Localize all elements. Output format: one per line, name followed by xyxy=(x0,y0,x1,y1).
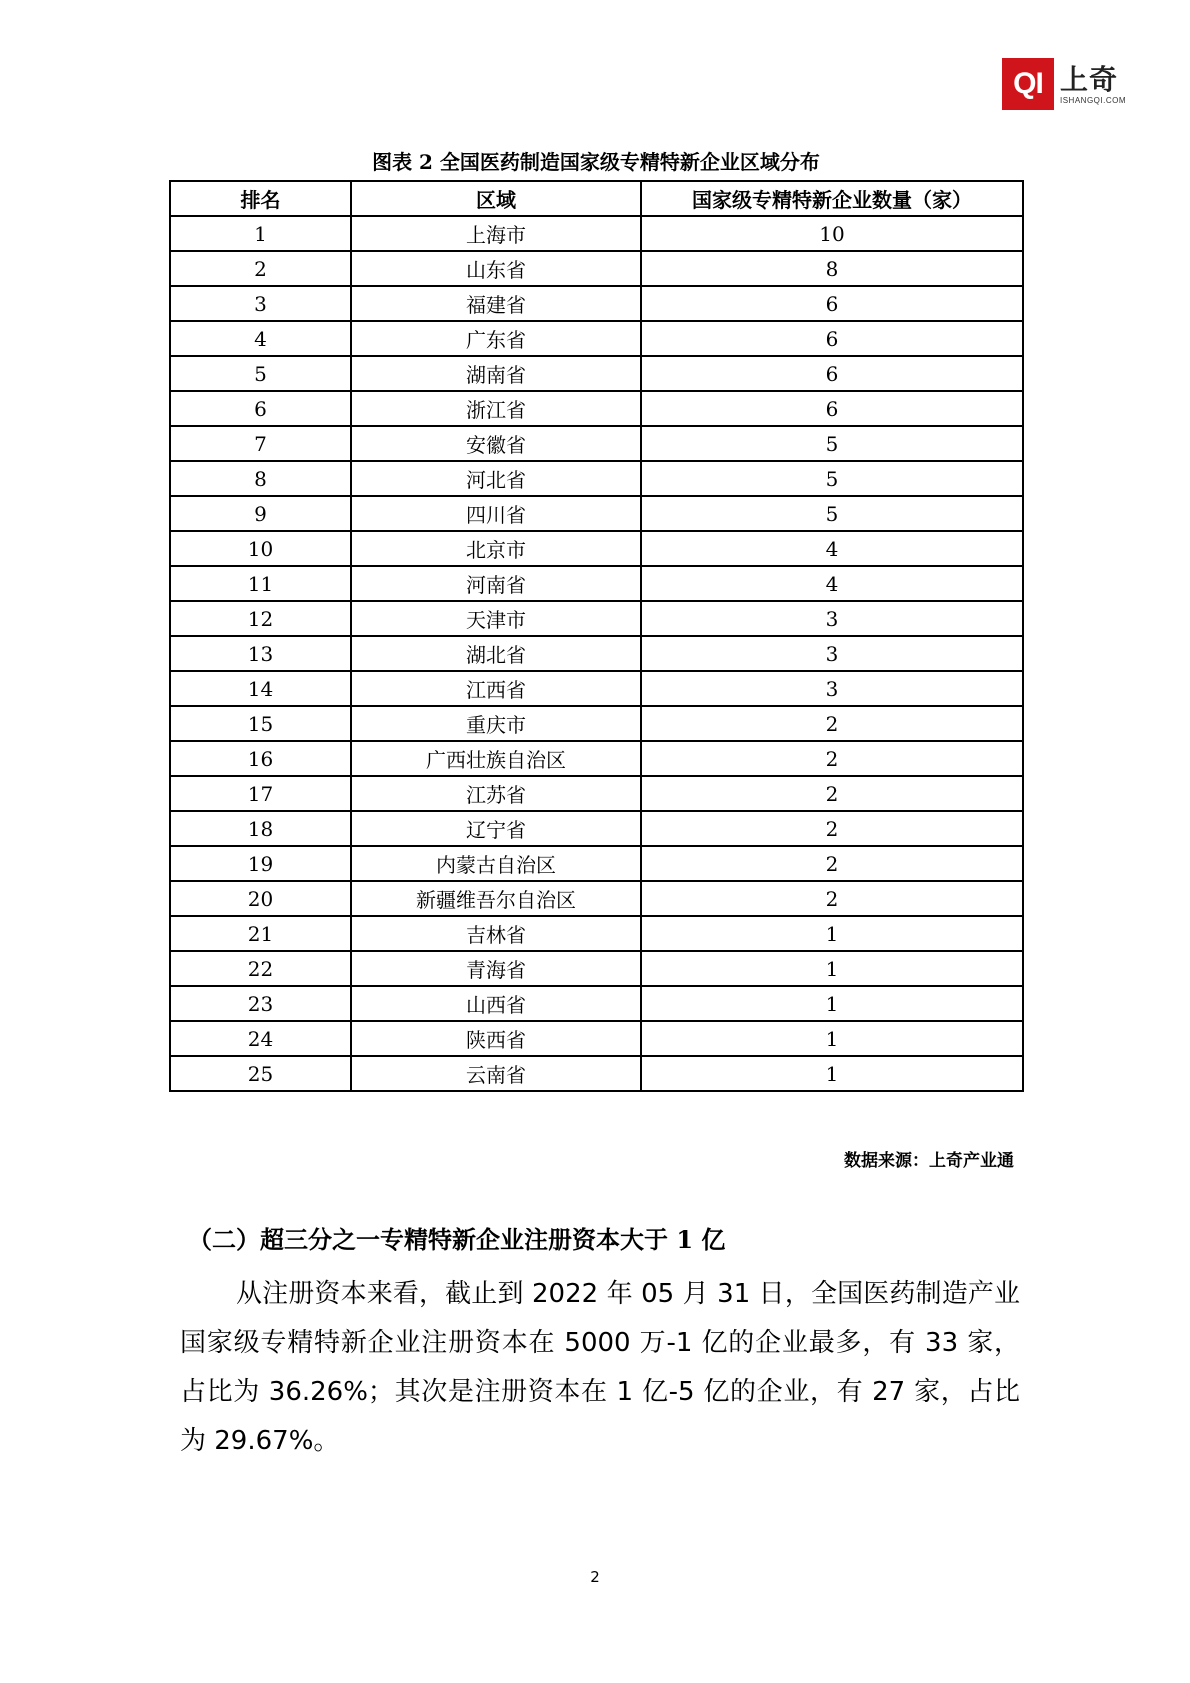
table-row xyxy=(170,216,1023,251)
cell-rank: 8 xyxy=(170,461,351,496)
cell-rank: 19 xyxy=(170,846,351,881)
cell-rank: 13 xyxy=(170,636,351,671)
cell-count: 1 xyxy=(641,916,1023,951)
cell-rank: 3 xyxy=(170,286,351,321)
cell-region: 陕西省 xyxy=(351,1021,641,1056)
cell-region: 山西省 xyxy=(351,986,641,1021)
cell-rank: 23 xyxy=(170,986,351,1021)
logo-name: 上奇 xyxy=(1060,63,1119,96)
ishangqi-logo xyxy=(1002,58,1132,114)
table-row xyxy=(170,951,1023,986)
cell-count: 3 xyxy=(641,636,1023,671)
cell-region: 山东省 xyxy=(351,251,641,286)
cell-count: 5 xyxy=(641,426,1023,461)
cell-count: 6 xyxy=(641,391,1023,426)
cell-count: 2 xyxy=(641,811,1023,846)
cell-rank: 6 xyxy=(170,391,351,426)
cell-rank: 10 xyxy=(170,531,351,566)
cell-region: 云南省 xyxy=(351,1056,641,1091)
table-row xyxy=(170,881,1023,916)
cell-rank: 17 xyxy=(170,776,351,811)
cell-rank: 16 xyxy=(170,741,351,776)
cell-rank: 11 xyxy=(170,566,351,601)
cell-region: 吉林省 xyxy=(351,916,641,951)
cell-rank: 22 xyxy=(170,951,351,986)
data-source: 数据来源：上奇产业通 xyxy=(844,1151,1014,1171)
cell-count: 6 xyxy=(641,321,1023,356)
table-row xyxy=(170,776,1023,811)
cell-region: 浙江省 xyxy=(351,391,641,426)
cell-count: 5 xyxy=(641,496,1023,531)
cell-region: 广西壮族自治区 xyxy=(351,741,641,776)
cell-region: 江苏省 xyxy=(351,776,641,811)
cell-region: 内蒙古自治区 xyxy=(351,846,641,881)
cell-rank: 2 xyxy=(170,251,351,286)
cell-count: 2 xyxy=(641,741,1023,776)
header-region: 区域 xyxy=(351,181,641,216)
cell-rank: 7 xyxy=(170,426,351,461)
table-row xyxy=(170,811,1023,846)
cell-region: 河北省 xyxy=(351,461,641,496)
table-caption: 图表 2 全国医药制造国家级专精特新企业区域分布 xyxy=(372,150,820,174)
cell-rank: 12 xyxy=(170,601,351,636)
header-rank: 排名 xyxy=(170,181,351,216)
body-paragraph: 从注册资本来看，截止到 2022 年 05 月 31 日，全国医药制造产业国家级专精特新企业注册资本在 5000 万-1 亿的企业最多，有 33 家，占比为 36.26%；其次是注册资本在 1 亿-5 亿的企业，有 27 家，占比为 29.67%。 xyxy=(180,1279,1020,1456)
cell-count: 5 xyxy=(641,461,1023,496)
table-row xyxy=(170,636,1023,671)
cell-region: 福建省 xyxy=(351,286,641,321)
cell-rank: 25 xyxy=(170,1056,351,1091)
table-row xyxy=(170,1056,1023,1091)
table-row xyxy=(170,741,1023,776)
cell-region: 天津市 xyxy=(351,601,641,636)
cell-region: 湖南省 xyxy=(351,356,641,391)
cell-region: 新疆维吾尔自治区 xyxy=(351,881,641,916)
cell-rank: 21 xyxy=(170,916,351,951)
cell-count: 8 xyxy=(641,251,1023,286)
cell-region: 湖北省 xyxy=(351,636,641,671)
cell-rank: 5 xyxy=(170,356,351,391)
cell-rank: 4 xyxy=(170,321,351,356)
cell-count: 3 xyxy=(641,601,1023,636)
table-row xyxy=(170,916,1023,951)
cell-count: 1 xyxy=(641,951,1023,986)
cell-region: 上海市 xyxy=(351,216,641,251)
logo-mark: QI xyxy=(1002,58,1054,110)
cell-region: 重庆市 xyxy=(351,706,641,741)
table-row xyxy=(170,391,1023,426)
cell-count: 3 xyxy=(641,671,1023,706)
cell-region: 河南省 xyxy=(351,566,641,601)
table-row xyxy=(170,986,1023,1021)
cell-region: 江西省 xyxy=(351,671,641,706)
cell-rank: 15 xyxy=(170,706,351,741)
header-count: 国家级专精特新企业数量（家） xyxy=(641,181,1023,216)
cell-count: 2 xyxy=(641,846,1023,881)
cell-count: 4 xyxy=(641,566,1023,601)
table-row xyxy=(170,286,1023,321)
cell-count: 1 xyxy=(641,1021,1023,1056)
cell-count: 2 xyxy=(641,881,1023,916)
cell-count: 1 xyxy=(641,986,1023,1021)
cell-rank: 18 xyxy=(170,811,351,846)
table-row xyxy=(170,671,1023,706)
cell-region: 青海省 xyxy=(351,951,641,986)
region-distribution-table xyxy=(169,180,1024,1092)
logo-domain: ISHANGQI.COM xyxy=(1060,96,1127,105)
section-heading: （二）超三分之一专精特新企业注册资本大于 1 亿 xyxy=(188,1225,726,1254)
cell-rank: 14 xyxy=(170,671,351,706)
table-row xyxy=(170,356,1023,391)
page-number: 2 xyxy=(590,1568,600,1586)
cell-count: 2 xyxy=(641,706,1023,741)
cell-count: 10 xyxy=(641,216,1023,251)
cell-count: 2 xyxy=(641,776,1023,811)
table-row xyxy=(170,706,1023,741)
cell-region: 安徽省 xyxy=(351,426,641,461)
table-header-row xyxy=(170,181,1023,216)
cell-count: 6 xyxy=(641,286,1023,321)
cell-rank: 24 xyxy=(170,1021,351,1056)
table-row xyxy=(170,1021,1023,1056)
table-row xyxy=(170,601,1023,636)
cell-region: 四川省 xyxy=(351,496,641,531)
table-row xyxy=(170,566,1023,601)
cell-count: 6 xyxy=(641,356,1023,391)
cell-region: 北京市 xyxy=(351,531,641,566)
table-row xyxy=(170,426,1023,461)
table-row xyxy=(170,846,1023,881)
cell-count: 1 xyxy=(641,1056,1023,1091)
table-row xyxy=(170,496,1023,531)
table-row xyxy=(170,251,1023,286)
table-row xyxy=(170,461,1023,496)
cell-region: 辽宁省 xyxy=(351,811,641,846)
cell-rank: 1 xyxy=(170,216,351,251)
cell-region: 广东省 xyxy=(351,321,641,356)
table-row xyxy=(170,321,1023,356)
cell-count: 4 xyxy=(641,531,1023,566)
cell-rank: 9 xyxy=(170,496,351,531)
table-row xyxy=(170,531,1023,566)
cell-rank: 20 xyxy=(170,881,351,916)
